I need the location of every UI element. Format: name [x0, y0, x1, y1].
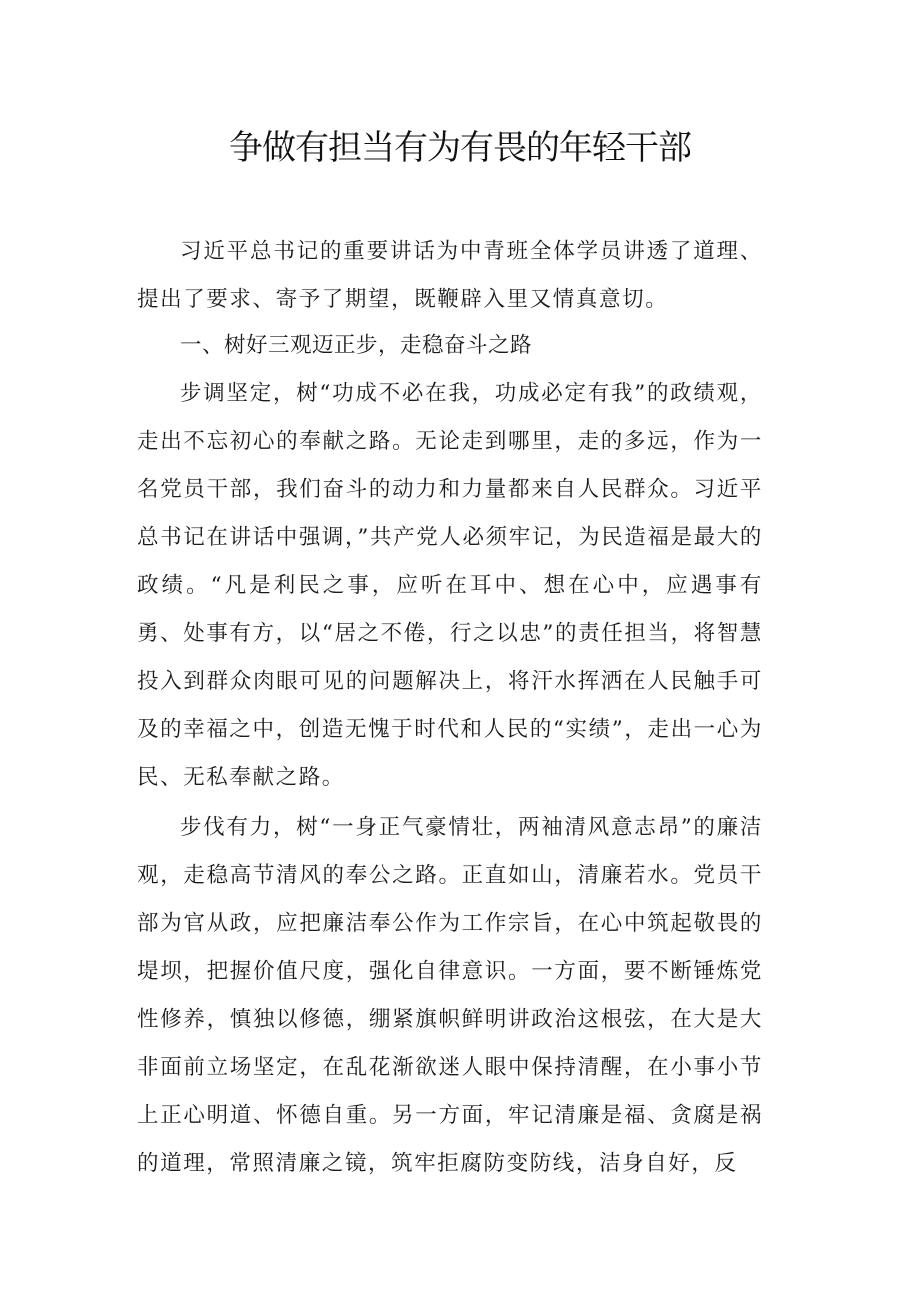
document-title: 争做有担当有为有畏的年轻干部	[229, 128, 691, 168]
section-1-paragraph-1: 步调坚定，树“功成不必在我，功成必定有我”的政绩观，走出不忘初心的奉献之路。无论走到哪里，走的多远，作为一名党员干部，我们奋斗的动力和力量都来自人民群众。习近平总书记在讲话中强调，”共产党人必须牢记，为民造福是最大的政绩。“凡是利民之事，应听在耳中、想在心中，应遇事有勇、处事有方，以“居之不倦，行之以忠”的责任担当，将智慧投入到群众肉眼可见的问题解决上，将汗水挥洒在人民触手可及的幸福之中，创造无愧于时代和人民的“实绩”，走出一心为民、无私奉献之路。	[137, 381, 763, 790]
intro-paragraph: 习近平总书记的重要讲话为中青班全体学员讲透了道理、提出了要求、寄予了期望，既鞭辟入里又情真意切。	[137, 239, 763, 312]
section-1-heading: 一、树好三观迈正步，走稳奋斗之路	[180, 333, 533, 358]
section-1-paragraph-2: 步伐有力，树“一身正气豪情壮，两袖清风意志昂”的廉洁观，走稳高节清风的奉公之路。正直如山，清廉若水。党员干部为官从政，应把廉洁奉公作为工作宗旨，在心中筑起敬畏的堤坝，把握价值尺度，强化自律意识。一方面，要不断锤炼党性修养，慎独以修德，绷紧旗帜鲜明讲政治这根弦，在大是大非面前立场坚定，在乱花渐欲迷人眼中保持清醒，在小事小节上正心明道、怀德自重。另一方面，牢记清廉是福、贪腐是祸的道理，常照清廉之镜，筑牢拒腐防变防线，洁身自好，反	[137, 815, 763, 1176]
